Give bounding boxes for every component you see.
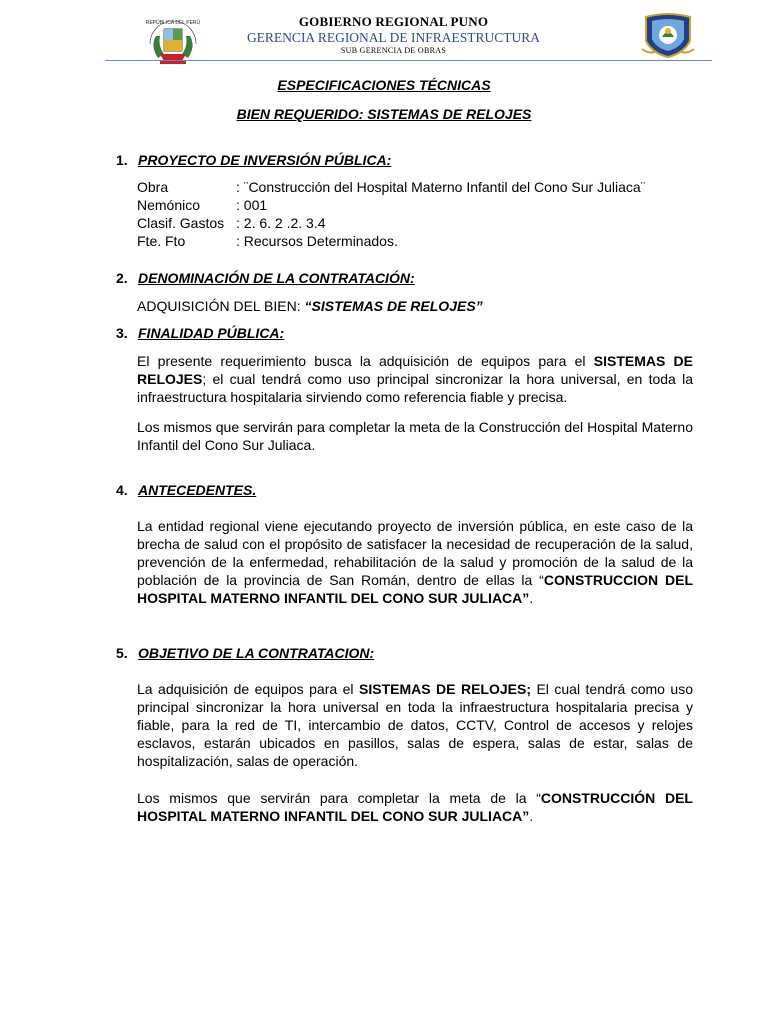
section-heading-1 bbox=[116, 152, 391, 168]
text-run: El presente requerimiento busca la adquisición de equipos para el bbox=[137, 353, 594, 369]
antecedentes-paragraph bbox=[137, 517, 693, 607]
section-number: 5. bbox=[116, 645, 128, 661]
text-run-bold: CONSTRUCCIÓN DEL HOSPITAL MATERNO INFANTIL DEL CONO SUR JULIACA” bbox=[137, 790, 693, 824]
document-title: ESPECIFICACIONES TÉCNICAS bbox=[277, 77, 491, 93]
project-row-fte bbox=[137, 232, 645, 250]
section-heading-5 bbox=[116, 645, 374, 661]
section-heading-2 bbox=[116, 270, 415, 286]
section-heading-4 bbox=[116, 482, 256, 498]
government-name: GOBIERNO REGIONAL PUNO bbox=[298, 14, 489, 29]
section-heading-3 bbox=[116, 325, 284, 341]
section-title: OBJETIVO DE LA CONTRATACION: bbox=[138, 645, 375, 661]
text-run-bold: SISTEMAS DE RELOJES; bbox=[359, 681, 531, 697]
field-value: : 001 bbox=[236, 197, 268, 213]
field-value: : Recursos Determinados. bbox=[236, 233, 398, 249]
section-title: PROYECTO DE INVERSIÓN PÚBLICA: bbox=[138, 152, 392, 168]
denominacion-text bbox=[137, 297, 693, 315]
section-number: 3. bbox=[116, 325, 128, 341]
denominacion-prefix: ADQUISICIÓN DEL BIEN: bbox=[137, 298, 305, 314]
field-label: Fte. Fto bbox=[137, 233, 186, 249]
text-run: Los mismos que servirán para completar la meta de la “ bbox=[137, 790, 541, 806]
text-run: La adquisición de equipos para el bbox=[137, 681, 359, 697]
section-title: ANTECEDENTES. bbox=[138, 482, 257, 498]
management-name: GERENCIA REGIONAL DE INFRAESTRUCTURA bbox=[246, 30, 541, 45]
project-row-nemonico bbox=[137, 196, 645, 214]
section-number: 2. bbox=[116, 270, 128, 286]
field-label: Clasif. Gastos bbox=[137, 215, 225, 231]
text-run: El cual tendrá como uso principal sincronizar la hora universal en toda la infraestructura hospitalaria precisa y fiable, para la red de TI, intercambio de datos, CCTV, Control de accesos y relojes esclavos, estarán ubicados en pasillos, salas de espera, salas de estar, salas de hospitalización, salas de operación. bbox=[137, 681, 693, 769]
svg-text:REPÚBLICA DEL PERÚ: REPÚBLICA DEL PERÚ bbox=[145, 20, 201, 26]
letterhead bbox=[0, 0, 768, 64]
text-run-bold: CONSTRUCCION DEL HOSPITAL MATERNO INFANTIL DEL CONO SUR JULIACA” bbox=[137, 572, 694, 606]
text-run: La entidad regional viene ejecutando proyecto de inversión pública, en este caso de la brecha de salud con el propósito de satisfacer la necesidad de recuperación de la salud, prevención de la enfermedad, rehabilitación de la salud y promoción de la salud de la población de la provincia de San Román, dentro de ellas la “ bbox=[137, 518, 693, 588]
text-run-bold: SISTEMAS DE RELOJES bbox=[137, 353, 694, 387]
field-value: : 2. 6. 2 .2. 3.4 bbox=[236, 215, 326, 231]
field-value: : ¨Construcción del Hospital Materno Infantil del Cono Sur Juliaca¨ bbox=[236, 179, 646, 195]
finalidad-paragraph-2: Los mismos que servirán para completar la meta de la Construcción del Hospital Materno Infantil del Cono Sur Juliaca. bbox=[137, 419, 693, 453]
section-title: DENOMINACIÓN DE LA CONTRATACIÓN: bbox=[138, 270, 415, 286]
header-divider bbox=[105, 60, 712, 61]
regional-government-logo-icon bbox=[640, 11, 696, 59]
sub-management-name: SUB GERENCIA DE OBRAS bbox=[340, 46, 447, 55]
section-number: 1. bbox=[116, 152, 128, 168]
project-row-obra bbox=[137, 178, 645, 196]
objetivo-paragraph-1 bbox=[137, 680, 693, 770]
section-number: 4. bbox=[116, 482, 128, 498]
text-run: ; el cual tendrá como uso principal sincronizar la hora universal, en toda la infraestructura hospitalaria sirviendo como referencia fiable y precisa. bbox=[137, 371, 693, 405]
project-row-clasif bbox=[137, 214, 645, 232]
text-run: . bbox=[529, 590, 534, 606]
objetivo-paragraph-2 bbox=[137, 789, 693, 825]
section-title: FINALIDAD PÚBLICA: bbox=[138, 325, 285, 341]
field-label: Obra bbox=[137, 179, 169, 195]
denominacion-item: “SISTEMAS DE RELOJES” bbox=[304, 298, 483, 314]
document-subtitle: BIEN REQUERIDO: SISTEMAS DE RELOJES bbox=[236, 106, 532, 122]
finalidad-paragraph-1 bbox=[137, 352, 693, 406]
text-run: . bbox=[529, 808, 534, 824]
project-details bbox=[137, 178, 645, 250]
field-label: Nemónico bbox=[137, 197, 201, 213]
